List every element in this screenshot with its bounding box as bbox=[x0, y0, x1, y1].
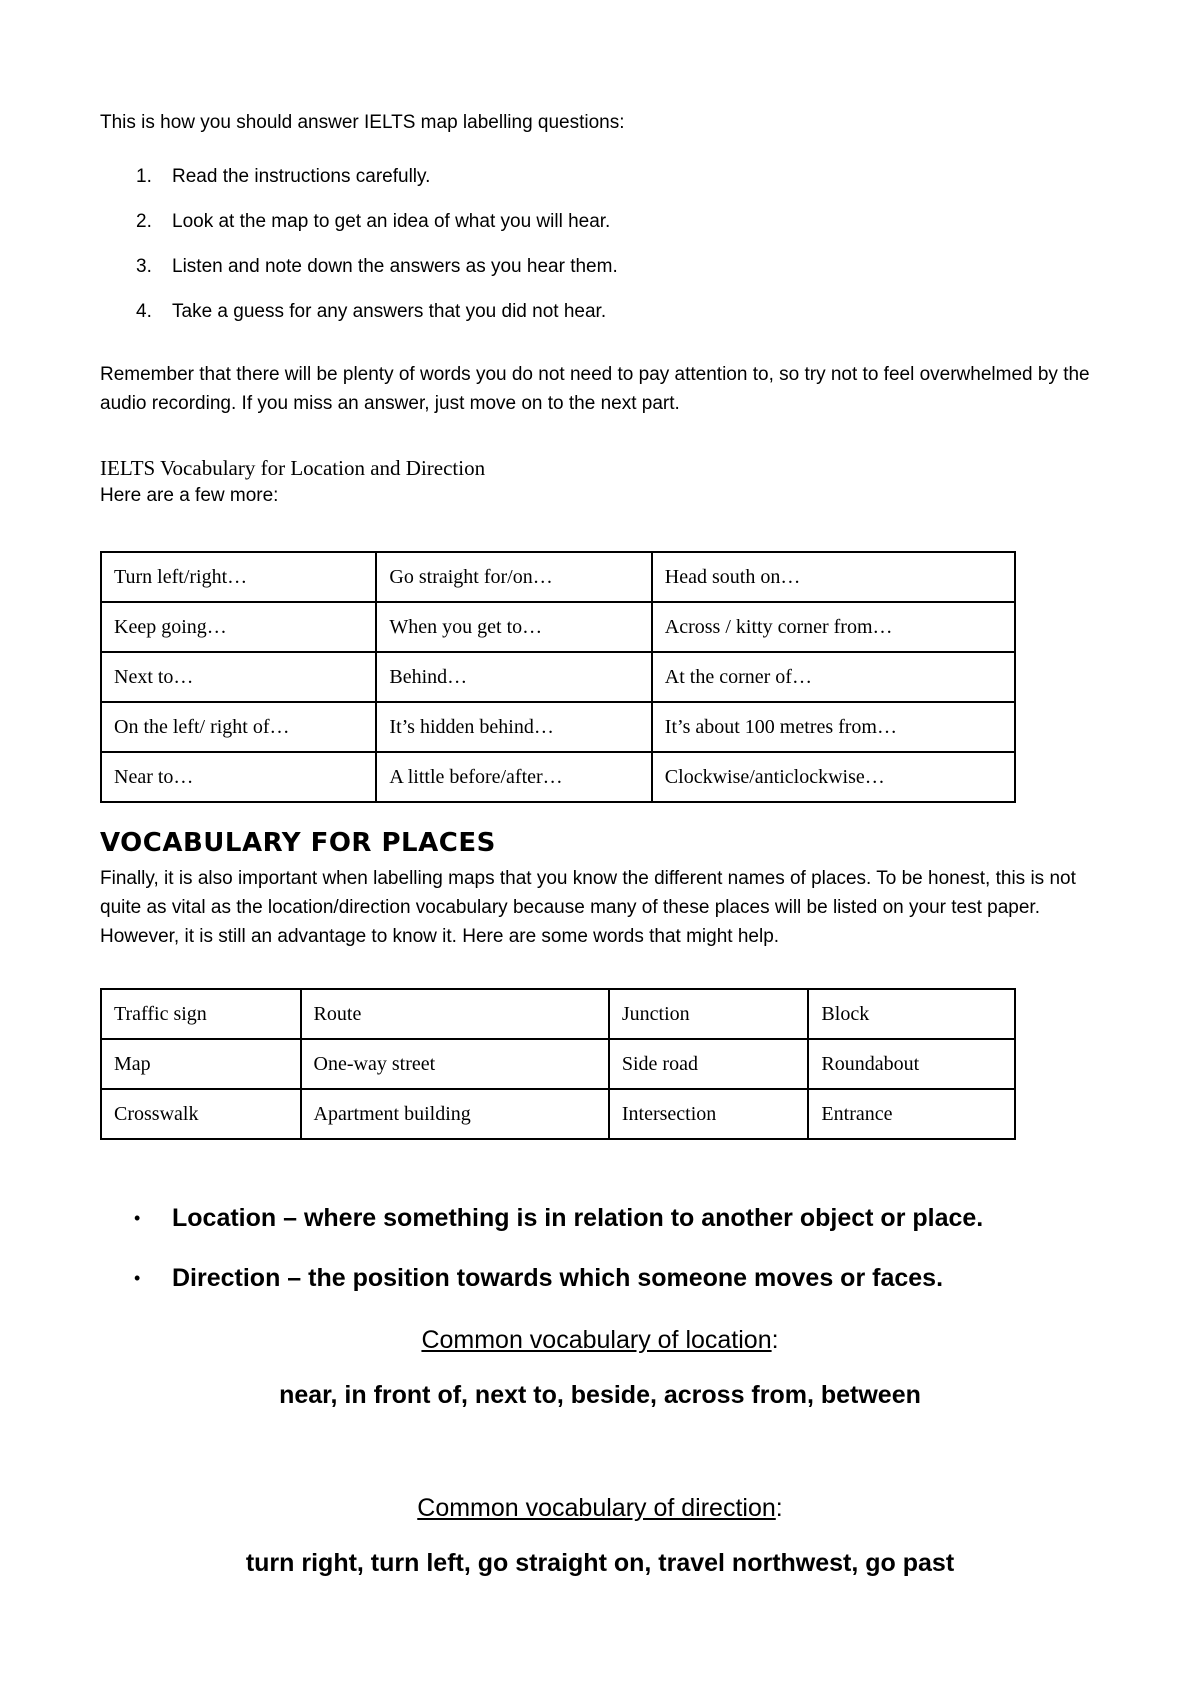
places-table bbox=[100, 988, 1016, 1140]
step-number: 3. bbox=[136, 256, 152, 277]
table-row bbox=[101, 652, 1015, 702]
table-cell: Junction bbox=[609, 989, 809, 1039]
definition-location: Location – where something is in relation to another object or place. bbox=[172, 1204, 984, 1232]
table-row bbox=[101, 989, 1015, 1039]
table-cell: It’s hidden behind… bbox=[376, 702, 651, 752]
list-item bbox=[100, 252, 618, 297]
list-item bbox=[100, 162, 618, 207]
table-cell: Intersection bbox=[609, 1089, 809, 1139]
table-row bbox=[101, 752, 1015, 802]
common-location-label-text: Common vocabulary of location bbox=[421, 1326, 772, 1354]
table-row bbox=[101, 1039, 1015, 1089]
definitions-list bbox=[100, 1200, 983, 1320]
step-text: Listen and note down the answers as you hear them. bbox=[172, 256, 618, 277]
location-direction-table bbox=[100, 551, 1016, 803]
table-cell: It’s about 100 metres from… bbox=[652, 702, 1015, 752]
list-item bbox=[100, 1260, 983, 1320]
table-cell: At the corner of… bbox=[652, 652, 1015, 702]
colon: : bbox=[771, 1326, 779, 1354]
table-cell: Traffic sign bbox=[101, 989, 301, 1039]
places-heading: VOCABULARY FOR PLACES bbox=[100, 828, 496, 858]
table-cell: Entrance bbox=[808, 1089, 1015, 1139]
common-direction-label-text: Common vocabulary of direction bbox=[417, 1494, 776, 1522]
table-cell: On the left/ right of… bbox=[101, 702, 376, 752]
table-cell: Head south on… bbox=[652, 552, 1015, 602]
table-row bbox=[101, 602, 1015, 652]
table-cell: Apartment building bbox=[301, 1089, 609, 1139]
table-cell: Go straight for/on… bbox=[376, 552, 651, 602]
list-item bbox=[100, 1200, 983, 1260]
table-row bbox=[101, 1089, 1015, 1139]
table-cell: Block bbox=[808, 989, 1015, 1039]
table-cell: Roundabout bbox=[808, 1039, 1015, 1089]
intro-text: This is how you should answer IELTS map labelling questions: bbox=[100, 112, 625, 133]
common-direction-label bbox=[100, 1494, 1100, 1523]
colon: : bbox=[775, 1494, 783, 1522]
definition-direction: Direction – the position towards which someone moves or faces. bbox=[172, 1264, 944, 1292]
table-cell: When you get to… bbox=[376, 602, 651, 652]
table-cell: Clockwise/anticlockwise… bbox=[652, 752, 1015, 802]
table-cell: Across / kitty corner from… bbox=[652, 602, 1015, 652]
table-cell: Behind… bbox=[376, 652, 651, 702]
table-row bbox=[101, 552, 1015, 602]
step-text: Take a guess for any answers that you did not hear. bbox=[172, 301, 607, 322]
table-cell: Turn left/right… bbox=[101, 552, 376, 602]
table-cell: Crosswalk bbox=[101, 1089, 301, 1139]
places-paragraph: Finally, it is also important when labelling maps that you know the different names of places. To be honest, this is not quite as vital as the location/direction vocabulary because many of these places will be listed on your test paper. However, it is still an advantage to know it. Here are some words that might help. bbox=[100, 868, 1076, 947]
remember-paragraph: Remember that there will be plenty of words you do not need to pay attention to, so try not to feel overwhelmed by the audio recording. If you miss an answer, just move on to the next part. bbox=[100, 364, 1090, 414]
bullet-icon: • bbox=[134, 1208, 141, 1228]
table-cell: Map bbox=[101, 1039, 301, 1089]
common-location-words: near, in front of, next to, beside, across from, between bbox=[279, 1381, 921, 1409]
step-number: 2. bbox=[136, 211, 152, 232]
table-row bbox=[101, 702, 1015, 752]
common-direction-words: turn right, turn left, go straight on, travel northwest, go past bbox=[245, 1549, 955, 1577]
table-cell: A little before/after… bbox=[376, 752, 651, 802]
step-text: Look at the map to get an idea of what you will hear. bbox=[172, 211, 611, 232]
list-item bbox=[100, 207, 618, 252]
vocab-heading: IELTS Vocabulary for Location and Direction bbox=[100, 456, 486, 480]
few-more-text: Here are a few more: bbox=[100, 485, 279, 506]
common-location-label bbox=[100, 1326, 1100, 1355]
step-number: 4. bbox=[136, 301, 152, 322]
table-cell: Near to… bbox=[101, 752, 376, 802]
table-cell: Route bbox=[301, 989, 609, 1039]
table-cell: Next to… bbox=[101, 652, 376, 702]
list-item bbox=[100, 297, 618, 342]
table-cell: Keep going… bbox=[101, 602, 376, 652]
bullet-icon: • bbox=[134, 1268, 141, 1288]
step-text: Read the instructions carefully. bbox=[172, 166, 431, 187]
steps-list bbox=[100, 162, 618, 342]
table-cell: Side road bbox=[609, 1039, 809, 1089]
step-number: 1. bbox=[136, 166, 152, 187]
table-cell: One-way street bbox=[301, 1039, 609, 1089]
